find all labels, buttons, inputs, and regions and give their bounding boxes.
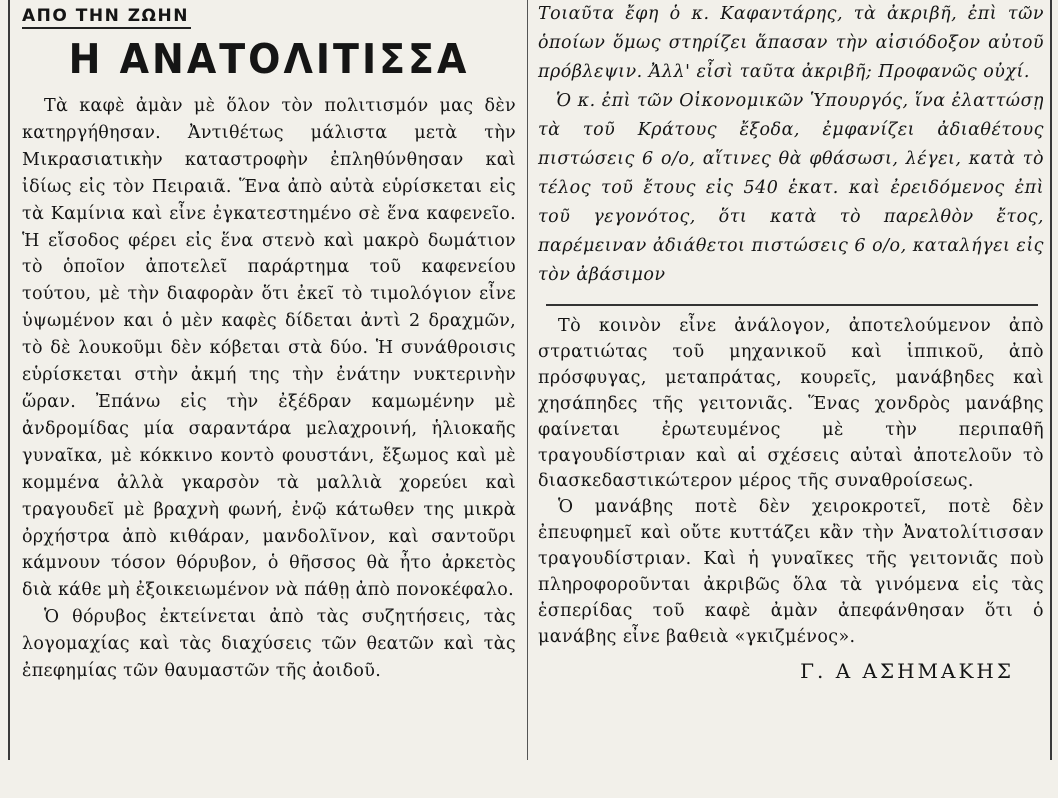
left-column (22, 6, 516, 685)
article-paragraph: Τὰ καφὲ ἀμὰν μὲ ὅλον τὸν πολιτισμόν μας δὲν κατηργήθησαν. Ἀντιθέτως μάλιστα μετὰ τὴν Μικρασιατικὴν καταστροφὴν ἐπληθύνθησαν καὶ ἰδίως εἰς τὸν Πειραιᾶ. Ἕνα ἀπὸ αὐτὰ εὑρίσκεται εἰς τὰ Καμίνια καὶ εἶνε ἐγκατεστημένο σὲ ἕνα καφενεῖο. Ἡ εἴσοδος φέρει εἰς ἕνα στενὸ καὶ μακρὸ δωμάτιον τὸ ὁποῖον ἀποτελεῖ παράρτημα τοῦ καφενείου τούτου, μὲ τὴν διαφορὰν ὅτι ἐκεῖ τὸ τιμολόγιον εἶνε ὑψωμένον και ὁ μὲν καφὲς δίδεται ἀντὶ 2 δραχμῶν, τὸ δὲ λουκοῦμι δὲν κόβεται στὰ δύο. Ἡ συνάθροισις εὑρίσκεται στὴν ἀκμή της τὴν ἐνάτην νυκτερινὴν ὥραν. Ἐπάνω εἰς τὴν ἐξέδραν καμωμένην μὲ ἀνδρομίδας μία σαραντάρα μελαχροινή, ἡλιοκαῆς γυναῖκα, μὲ κόκκινο κοντὸ φουστάνι, ἔξωμος καὶ μὲ κομμένα ἀλλὰ γκαρσὸν τὰ μαλλιὰ χορεύει καὶ τραγουδεῖ μὲ βραχνὴ φωνή, ἐνῷ κάτωθεν της μικρὰ ὀρχήστρα ἀπὸ κιθάραν, μανδολῖνον, καὶ σαντοῦρι κάμνουν τόσον θόρυβον, ὁ θῆσσος θὰ ἦτο ἀρκετὸς διὰ κάθε μὴ ἐξοικειωμένον νὰ πάθῃ ἀπὸ πονοκέφαλο. (22, 96, 516, 601)
article-paragraph: Ὁ θόρυβος ἐκτείνεται ἀπὸ τὰς συζητήσεις, τὰς λογομαχίας καὶ τὰς διαχύσεις τῶν θεατῶν καὶ τὰς ἐπεφημίας τῶν θαυμαστῶν τῆς ἀοιδοῦ. (22, 607, 516, 682)
author-signature: Γ. Α ΑΣΗΜΑΚΗΣ (800, 658, 1014, 683)
section-kicker: ΑΠΟ ΤΗΝ ΖΩΗΝ (22, 6, 191, 29)
right-column (538, 0, 1044, 683)
previous-article-paragraph: Τοιαῦτα ἔφη ὁ κ. Καφαντάρης, τὰ ἀκριβῆ, ἐπὶ τῶν ὁποίων ὅμως στηρίζει ἅπασαν τὴν αἰσιόδοξον αὐτοῦ πρόβλεψιν. Ἀλλ' εἶσὶ ταῦτα ἀκριβῆ; Προφανῶς οὐχί. (538, 4, 1044, 82)
previous-article-paragraph: Ὁ κ. ἐπὶ τῶν Οἰκονομικῶν Ὑπουργός, ἵνα ἐλαττώσῃ τὰ τοῦ Κράτους ἔξοδα, ἐμφανίζει ἀδιαθέτους πιστώσεις 6 ο/ο, αἵτινες θὰ φθάσωσι, λέγει, κατὰ τὸ τέλος τοῦ ἔτους εἰς 540 ἑκατ. καὶ ἐρειδόμενος ἐπὶ τοῦ γεγονότος, ὅτι κατὰ τὸ παρελθὸν ἔτος, παρέμειναν ἀδιάθετοι πιστώσεις 6 ο/ο, καταλήγει εἰς τὸν ἀβάσιμον (538, 91, 1044, 285)
article-headline: Η ΑΝΑΤΟΛΙΤΙΣΣΑ (68, 35, 470, 83)
left-border-rule (8, 0, 10, 760)
article-paragraph: Ὁ μανάβης ποτὲ δὲν χειροκροτεῖ, ποτὲ δὲν ἐπευφημεῖ καὶ οὔτε κυττάζει κἂν τὴν Ἀνατολίτισσαν τραγουδίστριαν. Καὶ ἡ γυναῖκες τῆς γειτονιᾶς ποὺ πληροφοροῦνται ἀκριβῶς ὅλα τὰ γινόμενα εἰς τὰς ἑσπερίδας τοῦ καφὲ ἀμὰν ἀπεφάνθησαν ὅτι ὁ μανάβης εἶνε βαθειὰ «γκιζμένος». (538, 497, 1044, 647)
article-paragraph: Τὸ κοινὸν εἶνε ἀνάλογον, ἀποτελούμενον ἀπὸ στρατιώτας τοῦ μηχανικοῦ καὶ ἱππικοῦ, ἀπὸ πρόσφυγας, μεταπράτας, κουρεῖς, μανάβηδες καὶ χησάπηδες τῆς γειτονιᾶς. Ἕνας χονδρὸς μανάβης φαίνεται ἐρωτευμένος μὲ τὴν περιπαθῆ τραγουδίστριαν καὶ αἱ σχέσεις αὐταὶ ἀποτελοῦν τὸ διασκεδαστικώτερον μέρος τῆς συναθροίσεως. (538, 316, 1044, 492)
column-divider (527, 0, 528, 760)
right-border-rule (1050, 0, 1052, 760)
article-separator-rule (546, 304, 1038, 306)
